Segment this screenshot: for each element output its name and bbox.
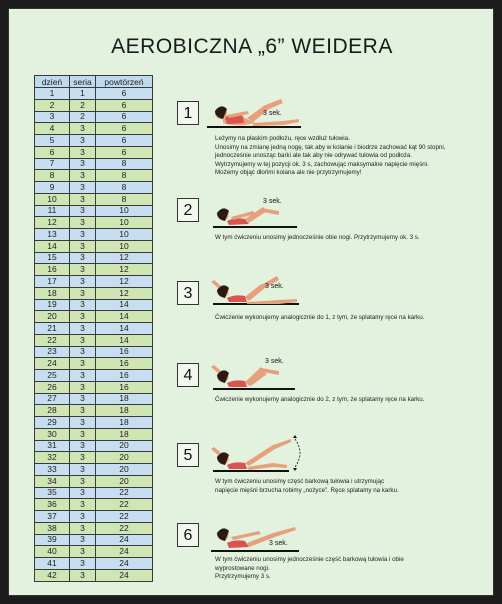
series-cell: 3	[70, 417, 96, 429]
day-cell: 40	[35, 546, 70, 558]
day-cell: 9	[35, 182, 70, 194]
day-cell: 32	[35, 452, 70, 464]
table-row	[35, 499, 153, 511]
reps-cell: 10	[96, 240, 153, 252]
series-cell: 3	[70, 381, 96, 393]
reps-cell: 6	[96, 123, 153, 135]
day-cell: 2	[35, 99, 70, 111]
day-cell: 19	[35, 299, 70, 311]
series-cell: 3	[70, 217, 96, 229]
day-cell: 6	[35, 146, 70, 158]
exercise-figure-5	[203, 429, 307, 475]
series-cell: 3	[70, 334, 96, 346]
description-line: napięcie mięśni brzucha robimy „nożyce”. Ręce splatamy na karku.	[215, 486, 399, 494]
table-row	[35, 311, 153, 323]
table-row	[35, 158, 153, 170]
series-cell: 3	[70, 170, 96, 182]
day-cell: 16	[35, 264, 70, 276]
exercise-number-2: 2	[177, 198, 199, 222]
table-row	[35, 475, 153, 487]
table-row	[35, 229, 153, 241]
reps-cell: 16	[96, 358, 153, 370]
reps-cell: 10	[96, 205, 153, 217]
day-cell: 28	[35, 405, 70, 417]
page-title: AEROBICZNA „6” WEIDERA	[111, 35, 393, 58]
series-cell: 3	[70, 546, 96, 558]
series-cell: 3	[70, 182, 96, 194]
series-cell: 3	[70, 323, 96, 335]
series-cell: 2	[70, 111, 96, 123]
table-row	[35, 405, 153, 417]
table-row	[35, 464, 153, 476]
description-line: jednocześnie unosząc barki ale tak aby nie odrywać tułowia od podłoża.	[215, 152, 413, 160]
day-cell: 23	[35, 346, 70, 358]
day-cell: 15	[35, 252, 70, 264]
table-row	[35, 569, 153, 581]
table-row	[35, 393, 153, 405]
table-row	[35, 88, 153, 100]
table-row	[35, 534, 153, 546]
series-cell: 3	[70, 135, 96, 147]
series-cell: 3	[70, 569, 96, 581]
exercise-number-6: 6	[177, 523, 199, 547]
reps-cell: 20	[96, 440, 153, 452]
exercise-number-3: 3	[177, 281, 199, 305]
reps-cell: 6	[96, 88, 153, 100]
table-row	[35, 182, 153, 194]
table-row	[35, 135, 153, 147]
day-cell: 39	[35, 534, 70, 546]
series-cell: 1	[70, 88, 96, 100]
day-cell: 41	[35, 558, 70, 570]
series-cell: 3	[70, 158, 96, 170]
series-cell: 3	[70, 287, 96, 299]
schedule-table	[34, 75, 153, 582]
series-cell: 3	[70, 123, 96, 135]
reps-cell: 18	[96, 428, 153, 440]
series-cell: 3	[70, 311, 96, 323]
series-cell: 3	[70, 240, 96, 252]
table-row	[35, 287, 153, 299]
reps-cell: 8	[96, 158, 153, 170]
table-row	[35, 346, 153, 358]
series-cell: 2	[70, 99, 96, 111]
day-cell: 8	[35, 170, 70, 182]
reps-cell: 18	[96, 405, 153, 417]
day-cell: 20	[35, 311, 70, 323]
day-cell: 24	[35, 358, 70, 370]
series-cell: 3	[70, 558, 96, 570]
exercise-figure-1	[203, 85, 303, 133]
day-cell: 13	[35, 229, 70, 241]
day-cell: 18	[35, 287, 70, 299]
reps-cell: 18	[96, 417, 153, 429]
exercise-description-2	[215, 234, 485, 243]
exercise-figure-3	[203, 264, 303, 310]
description-line: wyprostowane nogi.	[215, 564, 270, 572]
table-row	[35, 370, 153, 382]
exercise-number-1: 1	[177, 101, 199, 125]
description-line: W tym ćwiczeniu unosimy jednocześnie obie nogi. Przytrzymujemy ok. 3 s.	[215, 234, 420, 241]
exercise-description-3	[215, 314, 485, 323]
series-cell: 3	[70, 522, 96, 534]
table-row	[35, 217, 153, 229]
day-cell: 7	[35, 158, 70, 170]
reps-cell: 16	[96, 381, 153, 393]
day-cell: 29	[35, 417, 70, 429]
table-row	[35, 99, 153, 111]
table-row	[35, 334, 153, 346]
reps-cell: 6	[96, 99, 153, 111]
day-cell: 38	[35, 522, 70, 534]
table-row	[35, 240, 153, 252]
table-row	[35, 358, 153, 370]
duration-label-3: 3 sek.	[265, 283, 284, 290]
day-cell: 4	[35, 123, 70, 135]
series-cell: 3	[70, 511, 96, 523]
header-day: dzień	[35, 76, 70, 88]
reps-cell: 20	[96, 452, 153, 464]
series-cell: 3	[70, 264, 96, 276]
header-series: seria	[70, 76, 96, 88]
reps-cell: 16	[96, 346, 153, 358]
duration-label-4: 3 sek.	[265, 358, 284, 365]
reps-cell: 6	[96, 111, 153, 123]
poster	[8, 8, 494, 596]
day-cell: 34	[35, 475, 70, 487]
day-cell: 25	[35, 370, 70, 382]
table-row	[35, 299, 153, 311]
table-row	[35, 440, 153, 452]
table-row	[35, 428, 153, 440]
reps-cell: 8	[96, 170, 153, 182]
description-line: W tym ćwiczeniu unosimy część barkową tułowia i utrzymując	[215, 478, 385, 485]
reps-cell: 14	[96, 311, 153, 323]
day-cell: 17	[35, 276, 70, 288]
reps-cell: 20	[96, 464, 153, 476]
table-row	[35, 511, 153, 523]
day-cell: 11	[35, 205, 70, 217]
exercise-description-5	[215, 478, 485, 495]
table-row	[35, 264, 153, 276]
day-cell: 12	[35, 217, 70, 229]
reps-cell: 14	[96, 299, 153, 311]
series-cell: 3	[70, 475, 96, 487]
table-row	[35, 546, 153, 558]
table-row	[35, 323, 153, 335]
day-cell: 27	[35, 393, 70, 405]
series-cell: 3	[70, 146, 96, 158]
description-line: Przytrzymujemy 3 s.	[215, 573, 271, 581]
table-row	[35, 170, 153, 182]
reps-cell: 6	[96, 135, 153, 147]
duration-label-6: 3 sek.	[269, 540, 288, 547]
table-row	[35, 205, 153, 217]
series-cell: 3	[70, 358, 96, 370]
reps-cell: 12	[96, 252, 153, 264]
day-cell: 21	[35, 323, 70, 335]
table-row	[35, 487, 153, 499]
reps-cell: 14	[96, 334, 153, 346]
reps-cell: 24	[96, 534, 153, 546]
table-row	[35, 123, 153, 135]
series-cell: 3	[70, 205, 96, 217]
description-line: Wytrzymujemy w tej pozycji ok. 3 s, zachowując maksymalne napięcie mięśni.	[215, 160, 429, 168]
series-cell: 3	[70, 252, 96, 264]
table-row	[35, 146, 153, 158]
duration-label-1: 3 sek.	[263, 110, 282, 117]
day-cell: 37	[35, 511, 70, 523]
header-reps: powtórzeń	[96, 76, 153, 88]
table-row	[35, 193, 153, 205]
day-cell: 33	[35, 464, 70, 476]
description-line: Leżymy na płaskim podłożu, ręce wzdłuż tułowia.	[215, 135, 350, 142]
exercise-figure-4	[203, 349, 303, 393]
reps-cell: 22	[96, 487, 153, 499]
series-cell: 3	[70, 276, 96, 288]
reps-cell: 6	[96, 146, 153, 158]
description-line: Ćwiczenie wykonujemy analogicznie do 2, z tym, że splatamy ręce na karku.	[215, 396, 425, 403]
reps-cell: 12	[96, 276, 153, 288]
day-cell: 10	[35, 193, 70, 205]
day-cell: 3	[35, 111, 70, 123]
table-row	[35, 252, 153, 264]
reps-cell: 12	[96, 264, 153, 276]
day-cell: 1	[35, 88, 70, 100]
series-cell: 3	[70, 299, 96, 311]
reps-cell: 8	[96, 193, 153, 205]
exercise-figure-2	[203, 189, 303, 231]
table-row	[35, 111, 153, 123]
exercise-description-6	[215, 556, 485, 582]
series-cell: 3	[70, 487, 96, 499]
table-body	[35, 88, 153, 582]
series-cell: 3	[70, 346, 96, 358]
series-cell: 3	[70, 452, 96, 464]
duration-label-2: 3 sek.	[263, 198, 282, 205]
series-cell: 3	[70, 370, 96, 382]
reps-cell: 22	[96, 522, 153, 534]
exercise-number-5: 5	[177, 443, 199, 467]
reps-cell: 18	[96, 393, 153, 405]
reps-cell: 24	[96, 546, 153, 558]
exercise-description-1	[215, 135, 485, 178]
table-header-row	[35, 76, 153, 88]
table-row	[35, 417, 153, 429]
day-cell: 42	[35, 569, 70, 581]
reps-cell: 22	[96, 511, 153, 523]
reps-cell: 8	[96, 182, 153, 194]
series-cell: 3	[70, 464, 96, 476]
description-line: Możemy objąć dłońmi kolana ale nie przytrzymujemy!	[215, 169, 362, 177]
reps-cell: 12	[96, 287, 153, 299]
series-cell: 3	[70, 534, 96, 546]
day-cell: 22	[35, 334, 70, 346]
day-cell: 26	[35, 381, 70, 393]
description-line: Unosimy na zmianę jedną nogę, tak aby w kolanie i biodrze zachować kąt 90 stopni,	[215, 143, 446, 151]
description-line: W tym ćwiczeniu unosimy jednocześnie część barkową tułowia i obie	[215, 556, 404, 563]
series-cell: 3	[70, 499, 96, 511]
day-cell: 5	[35, 135, 70, 147]
reps-cell: 16	[96, 370, 153, 382]
reps-cell: 22	[96, 499, 153, 511]
table-row	[35, 276, 153, 288]
series-cell: 3	[70, 393, 96, 405]
reps-cell: 10	[96, 229, 153, 241]
series-cell: 3	[70, 193, 96, 205]
table-row	[35, 381, 153, 393]
reps-cell: 10	[96, 217, 153, 229]
day-cell: 30	[35, 428, 70, 440]
series-cell: 3	[70, 229, 96, 241]
exercise-number-4: 4	[177, 363, 199, 387]
exercise-description-4	[215, 396, 485, 405]
table-row	[35, 558, 153, 570]
exercise-figure-6	[203, 509, 307, 555]
reps-cell: 24	[96, 558, 153, 570]
series-cell: 3	[70, 440, 96, 452]
series-cell: 3	[70, 405, 96, 417]
description-line: Ćwiczenie wykonujemy analogicznie do 1, z tym, że splatamy ręce na karku.	[215, 314, 425, 321]
reps-cell: 14	[96, 323, 153, 335]
reps-cell: 20	[96, 475, 153, 487]
table-row	[35, 452, 153, 464]
reps-cell: 24	[96, 569, 153, 581]
table-row	[35, 522, 153, 534]
day-cell: 36	[35, 499, 70, 511]
day-cell: 14	[35, 240, 70, 252]
day-cell: 35	[35, 487, 70, 499]
series-cell: 3	[70, 428, 96, 440]
day-cell: 31	[35, 440, 70, 452]
